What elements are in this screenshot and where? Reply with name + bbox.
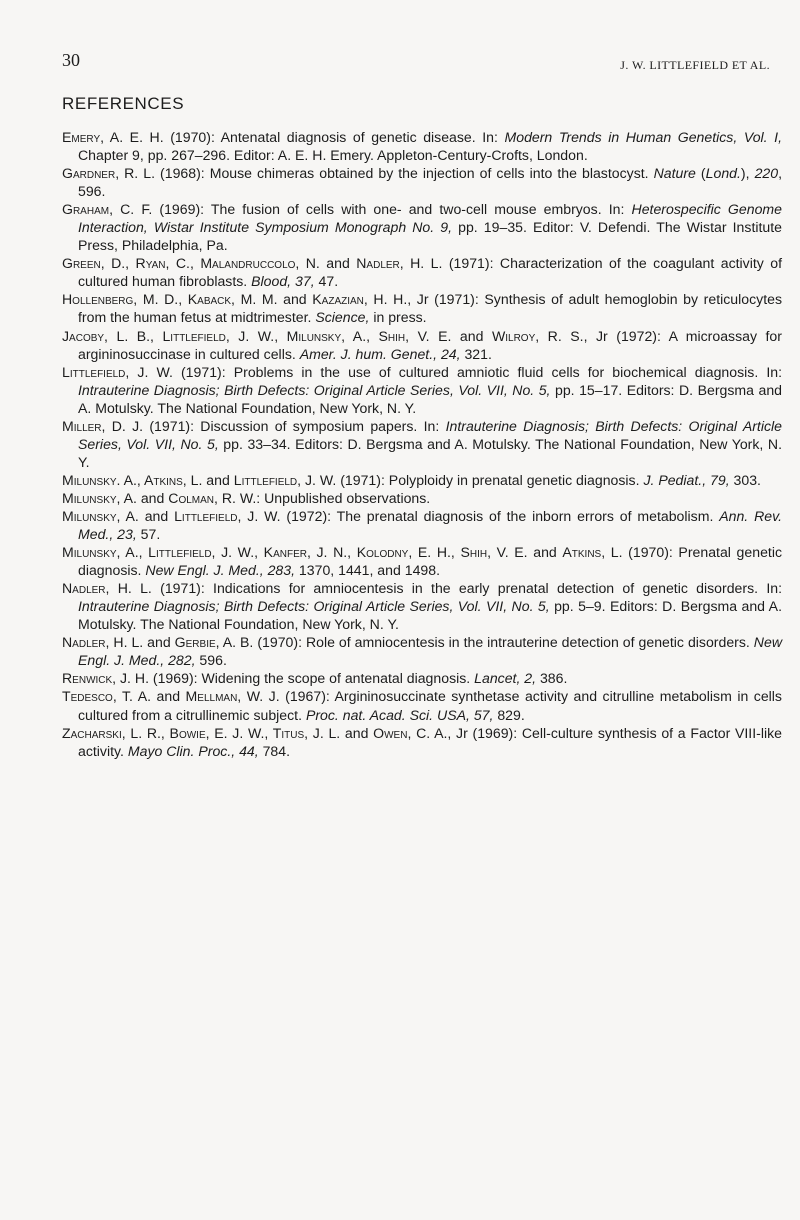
reference-authors: Littlefield, J. W. [174,507,281,524]
reference-text: Jr (1969): Cell-culture synthesis of a Factor VIII-like activity. [78,724,782,759]
reference-text: pp. 5–9. Editors: D. Bergsma and A. Motulsky. The National Foundation, New York, N. Y. [78,598,782,633]
reference-text: (1971): Problems in the use of cultured amniotic fluid cells for biochemical diagnosis. In: [172,363,782,380]
reference-italic: New Engl. J. Med., 283, [145,562,296,579]
reference-text: (1968): Mouse chimeras obtained by the injection of cells into the blastocyst. [155,165,654,182]
reference-authors: Milunsky, A., Littlefield, J. W., Kanfer, J. N., Kolodny, E. H., Shih, V. E. [62,544,528,561]
reference-authors: Hollenberg, M. D., Kaback, M. M. [62,291,278,308]
reference-text: , 596. [78,165,782,200]
reference-text: and [319,255,357,272]
reference-authors: Jacoby, L. B., Littlefield, J. W., Milunsky, A., Shih, V. E. [62,327,452,344]
reference-item [62,200,782,254]
reference-italic: Ann. Rev. Med., 23, [78,507,783,543]
section-title: REFERENCES [62,94,185,113]
reference-item [62,543,782,579]
reference-item [62,579,782,633]
reference-text: and [340,724,374,741]
reference-authors: Tedesco, T. A. [62,688,152,705]
reference-authors: Milunsky. A., Atkins, L. [62,471,203,488]
reference-italic: Lond. [705,165,741,182]
reference-text: Chapter 9, pp. 267–296. Editor: A. E. H. Emery. Appleton-Century-Crofts, London. [78,147,588,164]
reference-text: and [143,634,175,651]
reference-italic: Lancet, 2, [474,670,537,687]
reference-text: (1969): The fusion of cells with one- and two-cell mouse embryos. In: [152,201,632,218]
reference-item [62,633,782,669]
reference-text: and [277,291,313,308]
reference-text: (1972): The prenatal diagnosis of the inborn errors of metabolism. [280,507,720,524]
reference-item [62,363,782,417]
reference-text: (1969): Widening the scope of antenatal diagnosis. [148,670,475,687]
reference-text: 47. [314,273,339,290]
reference-authors: Wilroy, R. S., [491,327,588,344]
reference-text: and [136,489,169,506]
reference-text: Jr (1972): A microassay for argininosuccinase in cultured cells. [78,327,782,362]
reference-text: 386. [536,670,568,687]
reference-authors: Nadler, H. L. [62,580,152,597]
reference-authors: Gardner, R. L. [62,165,156,182]
reference-italic: Intrauterine Diagnosis; Birth Defects: Original Article Series, Vol. VII, No. 5, [78,417,782,452]
reference-text: 784. [258,742,291,759]
reference-authors: Littlefield, J. W. [233,471,337,488]
reference-italic: Modern Trends in Human Genetics, Vol. I, [504,129,782,145]
reference-authors: Renwick, J. H. [62,670,149,687]
reference-italic: Heterospecific Genome Interaction, Wistar Institute Symposium Monograph No. 9, [78,201,782,236]
reference-text: in press. [369,309,427,326]
reference-text: 303. [729,471,761,488]
reference-italic: 220 [754,165,779,182]
reference-italic: Science, [315,309,370,326]
reference-text: (1971): Discussion of symposium papers. In: [143,417,446,434]
reference-item [62,489,782,507]
reference-text: and [151,688,186,705]
reference-italic: New Engl. J. Med., 282, [78,634,782,669]
reference-italic: Blood, 37, [251,273,315,290]
reference-text: (1970): Prenatal genetic diagnosis. [78,544,783,579]
reference-italic: Amer. J. hum. Genet., 24, [299,345,461,362]
reference-item [62,254,782,290]
reference-text: pp. 33–34. Editors: D. Bergsma and A. Motulsky. The National Foundation, New York, N. Y. [78,435,782,470]
reference-item [62,471,782,489]
reference-authors: Colman, R. W. [168,489,257,506]
reference-authors: Emery, A. E. H. [62,129,164,145]
reference-text: ), [740,165,755,182]
reference-text: (1970): Antenatal diagnosis of genetic disease. In: [163,129,505,145]
reference-text: pp. 19–35. Editor: V. Defendi. The Wistar Institute Press, Philadelphia, Pa. [78,219,782,254]
reference-text: 596. [195,652,227,669]
reference-authors: Nadler, H. L. [62,634,144,651]
reference-authors: Owen, C. A., [373,724,452,741]
reference-italic: Nature [653,165,696,182]
reference-text: 57. [136,526,161,543]
reference-text: and [202,471,234,488]
reference-authors: Mellman, W. J. [185,688,280,705]
reference-text: and [138,507,175,524]
reference-text: (1970): Role of amniocentesis in the intrauterine detection of genetic disorders. [253,634,754,651]
reference-authors: Milunsky, A. [62,489,137,506]
reference-item [62,417,782,471]
reference-authors: Gerbie, A. B. [174,634,254,651]
reference-item [62,687,782,723]
reference-item [62,507,782,543]
reference-item [62,669,782,687]
reference-text: 829. [493,706,525,723]
reference-authors: Miller, D. J. [62,417,144,434]
reference-authors: Zacharski, L. R., Bowie, E. J. W., Titus, J. L. [62,724,341,741]
reference-text: 321. [460,345,492,362]
reference-authors: Kazazian, H. H., [312,291,412,308]
reference-text: ( [695,165,706,182]
running-head: J. W. LITTLEFIELD ET AL. [620,58,770,72]
reference-text: (1971): Polyploidy in prenatal genetic diagnosis. [336,471,644,488]
page-number: 30 [62,50,80,70]
reference-text: Jr (1971): Synthesis of adult hemoglobin by reticulocytes from the human fetus at midtrimester. [78,291,782,326]
reference-authors: Graham, C. F. [62,201,153,218]
reference-italic: Mayo Clin. Proc., 44, [127,742,259,759]
reference-italic: Intrauterine Diagnosis; Birth Defects: Original Article Series, Vol. VII, No. 5, [78,381,551,398]
reference-authors: Milunsky, A. [62,507,139,524]
reference-list [62,128,782,760]
reference-text: : Unpublished observations. [256,489,431,506]
reference-text: (1971): Characterization of the coagulant activity of cultured human fibroblasts. [78,255,782,290]
reference-text: (1971): Indications for amniocentesis in the early prenatal detection of genetic disorders. In: [151,580,782,597]
reference-text: 1370, 1441, and 1498. [295,562,440,579]
reference-item [62,327,782,363]
reference-authors: Nadler, H. L. [356,255,443,272]
reference-item [62,724,782,760]
reference-text: and [527,544,563,561]
reference-text: pp. 15–17. Editors: D. Bergsma and A. Motulsky. The National Foundation, New York, N. Y. [78,381,782,416]
reference-item [62,164,782,200]
reference-text: (1967): Argininosuccinate synthetase activity and citrulline metabolism in cells cultured from a citrullinemic subject. [78,688,782,723]
reference-text: and [451,327,492,344]
reference-item [62,290,782,326]
reference-italic: Intrauterine Diagnosis; Birth Defects: Original Article Series, Vol. VII, No. 5, [78,598,550,615]
reference-authors: Atkins, L. [562,544,623,561]
reference-italic: Proc. nat. Acad. Sci. USA, 57, [305,706,494,723]
reference-authors: Green, D., Ryan, C., Malandruccolo, N. [62,255,320,272]
reference-authors: Littlefield, J. W. [62,363,173,380]
reference-item [62,128,782,164]
reference-italic: J. Pediat., 79, [643,471,730,488]
